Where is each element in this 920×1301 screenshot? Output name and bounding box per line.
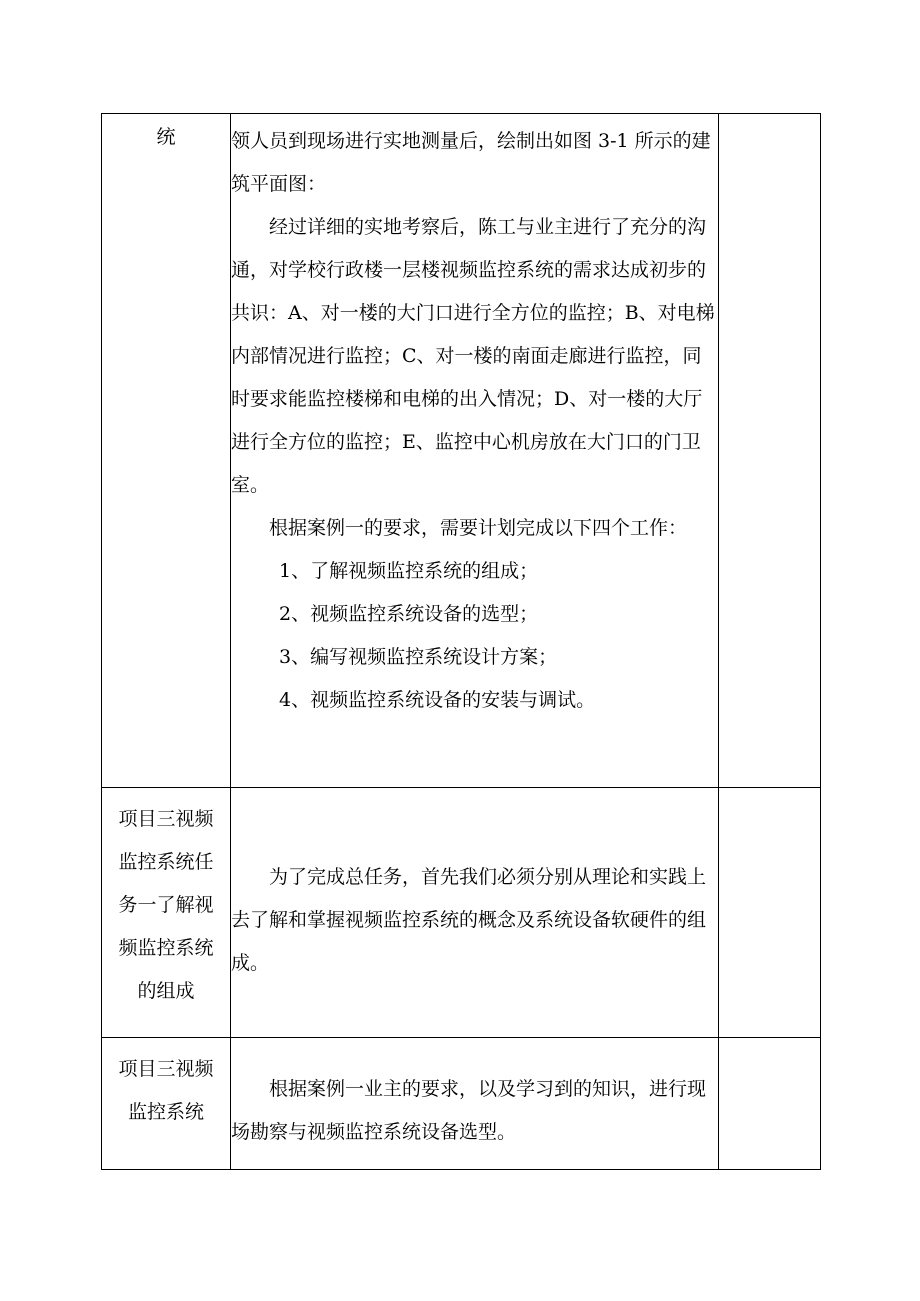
list-item: 3、编写视频监控系统设计方案； xyxy=(279,646,558,668)
list-item: 4、视频监控系统设备的安装与调试。 xyxy=(279,689,596,711)
left-cell-text: 监控系统任 xyxy=(118,851,214,873)
left-cell xyxy=(102,114,231,788)
empty-cell xyxy=(719,788,821,1038)
list-item: 1、了解视频监控系统的组成； xyxy=(279,560,539,582)
left-cell-text: 项目三视频 xyxy=(118,1058,214,1080)
paragraph: 领人员到现场进行实地测量后，绘制出如图 3-1 所示的建筑平面图： xyxy=(231,130,711,195)
left-cell xyxy=(102,1038,231,1170)
empty-cell xyxy=(719,114,821,788)
left-cell-text: 项目三视频 xyxy=(118,808,214,830)
left-cell-text: 务一了解视 xyxy=(118,894,214,916)
paragraph: 根据案例一的要求，需要计划完成以下四个工作： xyxy=(269,517,688,539)
content-cell xyxy=(231,788,719,1038)
list-item: 2、视频监控系统设备的选型； xyxy=(279,603,539,625)
table-row xyxy=(102,788,821,1038)
content-cell xyxy=(231,114,719,788)
paragraph: 根据案例一业主的要求，以及学习到的知识，进行现场勘察与视频监控系统设备选型。 xyxy=(231,1078,707,1143)
paragraph: 为了完成总任务，首先我们必须分别从理论和实践上去了解和掌握视频监控系统的概念及系统设备软硬件的组成。 xyxy=(231,866,707,974)
table-row xyxy=(102,114,821,788)
content-cell xyxy=(231,1038,719,1170)
paragraph: 经过详细的实地考察后，陈工与业主进行了充分的沟通，对学校行政楼一层楼视频监控系统的需求达成初步的共识：A、对一楼的大门口进行全方位的监控；B、对电梯内部情况进行监控；C、对一楼的南面走廊进行监控，同时要求能监控楼梯和电梯的出入情况；D、对一楼的大厅进行全方位的监控；E、监控中心机房放在大门口的门卫室。 xyxy=(231,216,715,496)
empty-cell xyxy=(719,1038,821,1170)
left-cell-text: 的组成 xyxy=(137,980,195,1002)
left-cell-text: 频监控系统 xyxy=(118,937,214,959)
document-table xyxy=(101,113,821,1170)
left-cell-text: 统 xyxy=(156,126,176,148)
table-row xyxy=(102,1038,821,1170)
left-cell xyxy=(102,788,231,1038)
left-cell-text: 监控系统 xyxy=(127,1101,204,1123)
